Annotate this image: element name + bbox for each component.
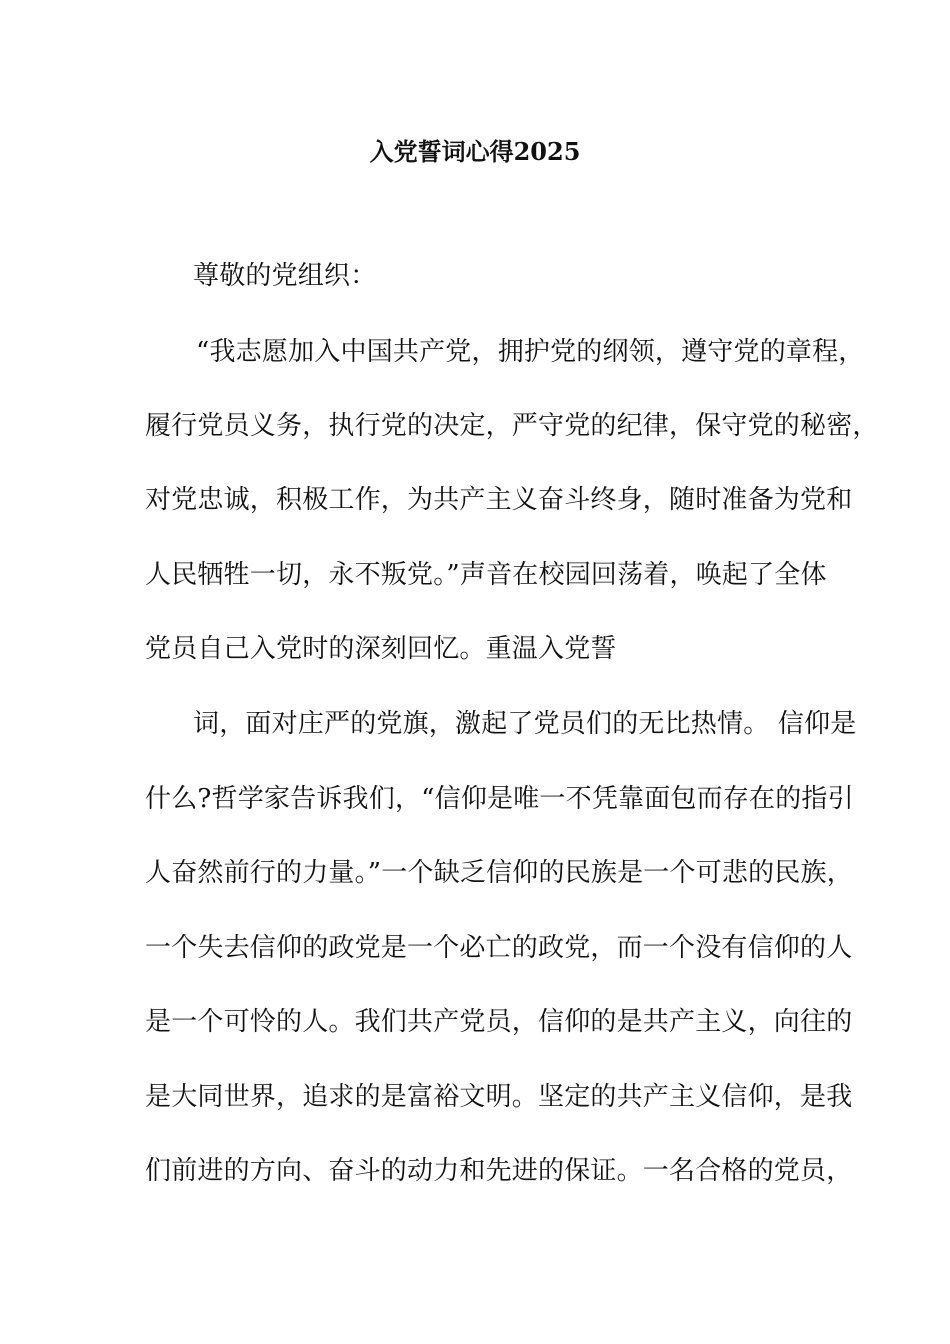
- body-line: 们前进的方向、奋斗的动力和先进的保证。一名合格的党员，: [145, 1156, 853, 1186]
- body-line: 是一个可怜的人。我们共产党员，信仰的是共产主义，向往的: [145, 1007, 853, 1037]
- body-line: 履行党员义务，执行党的决定，严守党的纪律，保守党的秘密，: [145, 411, 879, 441]
- body-line: 党员自己入党时的深刻回忆。重温入党誓: [145, 634, 617, 664]
- salutation-line: 尊敬的党组织：: [193, 261, 377, 291]
- document-title: 入党誓词心得2025: [369, 137, 581, 166]
- body-line: 是大同世界，追求的是富裕文明。坚定的共产主义信仰，是我: [145, 1082, 853, 1112]
- body-line: 对党忠诚，积极工作，为共产主义奋斗终身，随时准备为党和: [145, 485, 853, 515]
- body-line: 词，面对庄严的党旗，激起了党员们的无比热情。 信仰是: [193, 709, 857, 739]
- body-line: 人奋然前行的力量。”一个缺乏信仰的民族是一个可悲的民族，: [145, 858, 853, 888]
- body-line: 一个失去信仰的政党是一个必亡的政党，而一个没有信仰的人: [145, 933, 853, 963]
- body-line: “我志愿加入中国共产党，拥护党的纲领，遵守党的章程，: [196, 337, 865, 367]
- body-line: 什么?哲学家告诉我们，“信仰是唯一不凭靠面包而存在的指引: [145, 784, 854, 814]
- body-line: 人民牺牲一切，永不叛党。”声音在校园回荡着，唤起了全体: [145, 560, 827, 590]
